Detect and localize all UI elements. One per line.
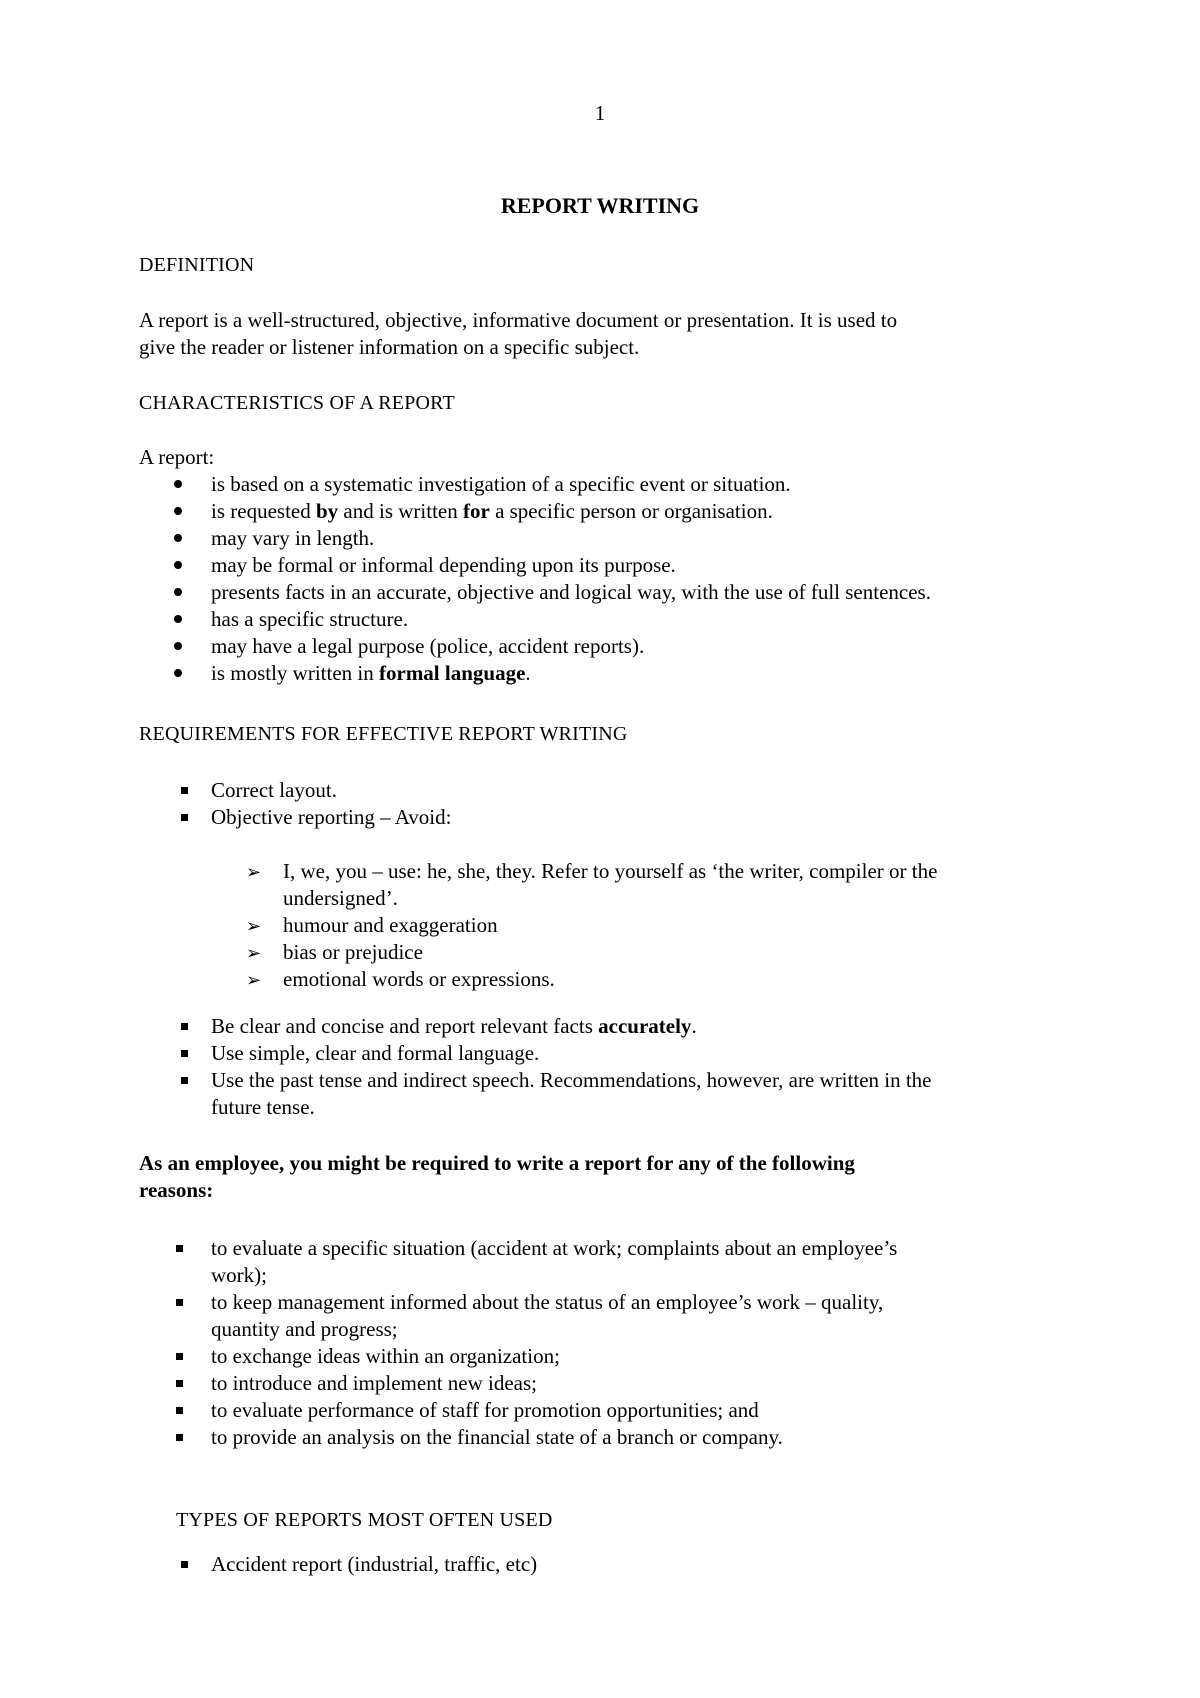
reasons-list bbox=[176, 1235, 1076, 1451]
bullet-square-icon bbox=[176, 1343, 206, 1370]
characteristics-intro: A report: bbox=[139, 445, 215, 469]
list-item: to provide an analysis on the financial state of a branch or company. bbox=[176, 1424, 1076, 1451]
avoid-list bbox=[246, 858, 1086, 993]
bullet-square-icon bbox=[181, 777, 211, 804]
list-item: is based on a systematic investigation of a specific event or situation. bbox=[174, 471, 1074, 498]
bullet-square-icon bbox=[181, 1551, 211, 1578]
requirements-list-a bbox=[181, 777, 1081, 831]
list-item: ➢ humour and exaggeration bbox=[246, 912, 1086, 939]
list-item: is requested by and is written for a specific person or organisation. bbox=[174, 498, 1074, 525]
list-item: is mostly written in formal language. bbox=[174, 660, 1074, 687]
list-item: to exchange ideas within an organization; bbox=[176, 1343, 1076, 1370]
bullet-dot-icon bbox=[174, 606, 204, 633]
bullet-dot-icon bbox=[174, 633, 204, 660]
arrow-bullet-icon: ➢ bbox=[246, 862, 262, 883]
page-number: 1 bbox=[594, 101, 606, 125]
bullet-dot-icon bbox=[174, 525, 204, 552]
reasons-intro-line-2: reasons: bbox=[139, 1178, 214, 1202]
list-item: to introduce and implement new ideas; bbox=[176, 1370, 1076, 1397]
list-item: ➢ emotional words or expressions. bbox=[246, 966, 1086, 993]
bullet-square-icon bbox=[176, 1289, 206, 1316]
definition-heading: DEFINITION bbox=[139, 254, 255, 276]
bullet-dot-icon bbox=[174, 660, 204, 687]
bullet-square-icon bbox=[181, 1013, 211, 1040]
definition-line-2: give the reader or listener information on a specific subject. bbox=[139, 335, 640, 359]
list-item: to evaluate a specific situation (accident at work; complaints about an employee’s work); bbox=[176, 1235, 1076, 1289]
bullet-square-icon bbox=[176, 1424, 206, 1451]
arrow-bullet-icon: ➢ bbox=[246, 943, 262, 964]
list-item: may have a legal purpose (police, accident reports). bbox=[174, 633, 1074, 660]
list-item: ➢ I, we, you – use: he, she, they. Refer to yourself as ‘the writer, compiler or the undersigned’. bbox=[246, 859, 938, 910]
requirements-heading: REQUIREMENTS FOR EFFECTIVE REPORT WRITING bbox=[139, 723, 628, 745]
types-list bbox=[181, 1551, 1081, 1578]
bullet-square-icon bbox=[181, 804, 211, 831]
bullet-square-icon bbox=[181, 1040, 211, 1067]
list-item: may be formal or informal depending upon its purpose. bbox=[174, 552, 1074, 579]
bullet-dot-icon bbox=[174, 498, 204, 525]
bullet-dot-icon bbox=[174, 471, 204, 498]
types-heading: TYPES OF REPORTS MOST OFTEN USED bbox=[176, 1509, 553, 1531]
list-item: ➢ bias or prejudice bbox=[246, 939, 1086, 966]
list-item: Objective reporting – Avoid: bbox=[181, 804, 1081, 831]
bullet-square-icon bbox=[181, 1067, 211, 1094]
list-item: Use the past tense and indirect speech. Recommendations, however, are written in the future tense. bbox=[181, 1067, 1081, 1121]
list-item: to keep management informed about the status of an employee’s work – quality, quantity and progress; bbox=[176, 1289, 1076, 1343]
bullet-square-icon bbox=[176, 1235, 206, 1262]
reasons-intro-line-1: As an employee, you might be required to write a report for any of the following bbox=[139, 1151, 855, 1175]
bullet-square-icon bbox=[176, 1370, 206, 1397]
arrow-bullet-icon: ➢ bbox=[246, 916, 262, 937]
arrow-bullet-icon: ➢ bbox=[246, 970, 262, 991]
list-item: to evaluate performance of staff for promotion opportunities; and bbox=[176, 1397, 1076, 1424]
list-item: Correct layout. bbox=[181, 777, 1081, 804]
characteristics-heading: CHARACTERISTICS OF A REPORT bbox=[139, 392, 455, 414]
list-item: has a specific structure. bbox=[174, 606, 1074, 633]
list-item: presents facts in an accurate, objective and logical way, with the use of full sentences. bbox=[174, 579, 1074, 606]
definition-line-1: A report is a well-structured, objective, informative document or presentation. It is used to bbox=[139, 308, 898, 332]
list-item: Use simple, clear and formal language. bbox=[181, 1040, 1081, 1067]
characteristics-list bbox=[174, 471, 1074, 687]
bullet-dot-icon bbox=[174, 552, 204, 579]
list-item: may vary in length. bbox=[174, 525, 1074, 552]
document-title: REPORT WRITING bbox=[500, 193, 700, 218]
bullet-square-icon bbox=[176, 1397, 206, 1424]
list-item: Be clear and concise and report relevant facts accurately. bbox=[181, 1013, 1081, 1040]
list-item: Accident report (industrial, traffic, etc) bbox=[181, 1551, 1081, 1578]
requirements-list-b bbox=[181, 1013, 1081, 1121]
bullet-dot-icon bbox=[174, 579, 204, 606]
